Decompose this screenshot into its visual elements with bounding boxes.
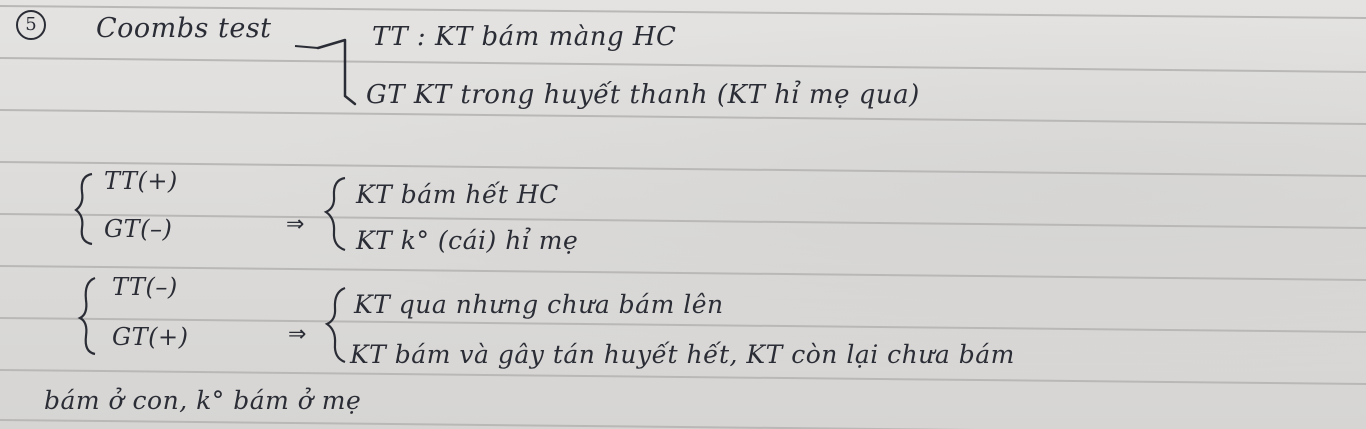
rule-line bbox=[0, 370, 1366, 384]
case2-result-line2: KT bám và gây tán huyết hết, KT còn lại chưa bám bbox=[350, 340, 1015, 369]
case1-right-brace bbox=[326, 178, 345, 250]
case2-direct: TT(–) bbox=[112, 273, 178, 301]
rule-line bbox=[0, 110, 1366, 124]
conclusion: bám ở con, k° bám ở mẹ bbox=[44, 386, 362, 415]
overview-bracket bbox=[318, 40, 355, 104]
case1-direct: TT(+) bbox=[104, 167, 178, 195]
section-number: 5 bbox=[16, 10, 46, 40]
case1-result-line2: KT k° (cái) hỉ mẹ bbox=[356, 226, 579, 255]
case2-right-brace bbox=[327, 288, 345, 362]
section-title: Coombs test bbox=[96, 13, 272, 44]
title-underline bbox=[295, 46, 318, 48]
case2-indirect: GT(+) bbox=[112, 323, 189, 351]
overview-direct: TT : KT bám màng HC bbox=[372, 22, 677, 52]
case2-left-brace bbox=[80, 278, 95, 354]
case2-arrow: ⇒ bbox=[288, 322, 307, 347]
case2-result-line1: KT qua nhưng chưa bám lên bbox=[354, 290, 724, 319]
case1-result-line1: KT bám hết HC bbox=[356, 180, 559, 209]
rule-line bbox=[0, 58, 1366, 72]
rule-line bbox=[0, 318, 1366, 332]
case1-indirect: GT(–) bbox=[104, 215, 173, 243]
case1-arrow: ⇒ bbox=[286, 212, 305, 237]
overview-indirect: GT KT trong huyết thanh (KT hỉ mẹ qua) bbox=[366, 80, 920, 110]
case1-left-brace bbox=[76, 174, 92, 244]
rule-line bbox=[0, 420, 1366, 429]
rule-line bbox=[0, 162, 1366, 176]
rule-line bbox=[0, 266, 1366, 280]
rule-line bbox=[0, 214, 1366, 228]
